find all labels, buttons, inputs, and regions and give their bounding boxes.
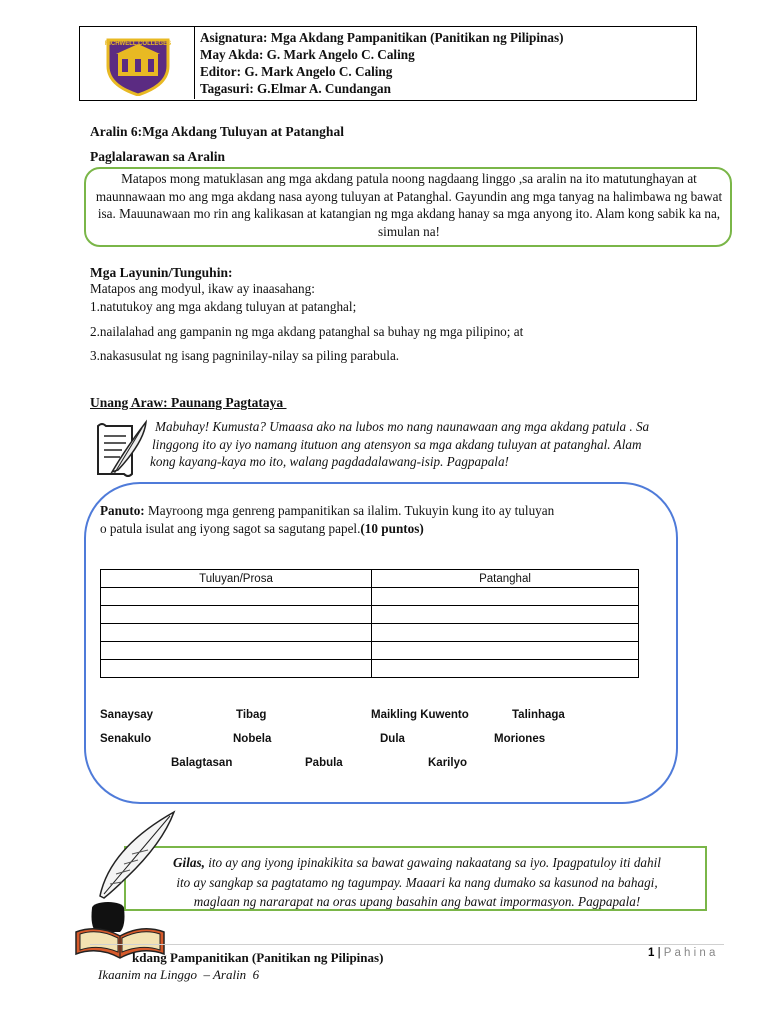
logo-text: RICHWELL COLLEGES [104, 41, 172, 47]
table-header-row [101, 570, 639, 588]
choice-item: Moriones [494, 733, 546, 745]
answer-cell[interactable] [101, 624, 372, 642]
instruction-line: Mayroong mga genreng pampanitikan sa ilalim. Tukuyin kung ito ay tuluyan [144, 503, 555, 518]
greeting-line: linggong ito ay iyo namang itutuon ang atensyon sa mga akdang tuluyan at patanghal. Alam [152, 436, 642, 452]
answer-cell[interactable] [372, 660, 639, 678]
objectives-intro: Matapos ang modyul, ikaw ay inaasahang: [90, 281, 315, 296]
column-header-tuluyan: Tuluyan/Prosa [101, 570, 372, 588]
answer-cell[interactable] [372, 588, 639, 606]
header-info [200, 29, 563, 97]
answer-cell[interactable] [101, 660, 372, 678]
author-line: May Akda: G. Mark Angelo C. Caling [200, 47, 415, 62]
table-row [101, 588, 639, 606]
objective-item: 2.nailalahad ang gampanin ng mga akdang patanghal sa buhay ng mga pilipino; at [90, 324, 524, 339]
table-row [101, 624, 639, 642]
page-number-value: 1 [648, 947, 655, 959]
greeting-line: Mabuhay! Kumusta? Umaasa ako na lubos mo nang naunawaan ang mga akdang patula . Sa [155, 419, 650, 434]
gilas-line: maglaan ng nararapat na oras upang basahin ang bawat impormasyon. Pagpapala! [193, 894, 641, 909]
choice-item: Tibag [236, 709, 267, 721]
answer-cell[interactable] [372, 606, 639, 624]
lesson-title: Aralin 6:Mga Akdang Tuluyan at Patanghal [90, 124, 344, 139]
greeting-text [150, 418, 730, 471]
quill-paper-icon [92, 418, 148, 482]
choice-item: Balagtasan [171, 757, 233, 769]
choice-item: Karilyo [428, 757, 467, 769]
choice-item: Sanaysay [100, 709, 154, 721]
column-header-patanghal: Patanghal [372, 570, 639, 588]
page-label: P a h i n a [663, 947, 716, 959]
objective-item: 1.natutukoy ang mga akdang tuluyan at patanghal; [90, 299, 357, 314]
footer-week: Ikaanim na Linggo – Aralin 6 [98, 967, 260, 982]
quill-inkwell-book-icon [70, 808, 182, 960]
answer-cell[interactable] [372, 624, 639, 642]
choice-item: Dula [380, 733, 405, 745]
gilas-label: Gilas, [173, 855, 205, 870]
answer-cell[interactable] [101, 606, 372, 624]
answer-table [100, 569, 639, 678]
footer-subject: kdang Pampanitikan (Panitikan ng Pilipinas) [132, 950, 384, 965]
header-table [79, 26, 697, 101]
instruction-text [100, 502, 660, 537]
answer-cell[interactable] [101, 588, 372, 606]
day1-heading: Unang Araw: Paunang Pagtataya [90, 395, 287, 410]
table-row [101, 606, 639, 624]
objective-item: 3.nakasusulat ng isang pagninilay-nilay sa piling parabula. [90, 348, 400, 363]
greeting-line: kong kayang-kaya mo ito, walang pagdadalawang-isip. Pagpapala! [150, 454, 509, 469]
logo-cell [80, 27, 195, 99]
answer-cell[interactable] [101, 642, 372, 660]
points-label: (10 puntos) [360, 520, 424, 536]
description-heading: Paglalarawan sa Aralin [90, 149, 226, 164]
page-number [648, 947, 715, 959]
reviewer-line: Tagasuri: G.Elmar A. Cundangan [200, 81, 391, 96]
gilas-text [132, 853, 702, 912]
choice-item: Pabula [305, 757, 343, 769]
table-row [101, 642, 639, 660]
footer-divider [90, 944, 724, 945]
description-text: Matapos mong matuklasan ang mga akdang patula noong nagdaang linggo ,sa aralin na ito matutunghayan at maunnawaan mo ang mga akdang nasa ayong tuluyan at Patanghal. Gayundin ang mga tanyag na halimbawa ng bawat isa. Mauunawaan mo rin ang kalikasan at katangian ng mga akdang hanay sa mga anyong ito. Alam kong sabik ka na, simulan na! [95, 171, 723, 239]
editor-line: Editor: G. Mark Angelo C. Caling [200, 64, 393, 79]
instruction-label: Panuto: [100, 503, 145, 518]
gilas-line: ito ay sangkap sa pagtatamo ng tagumpay. Maaari ka nang dumako sa kasunod na bahagi, [176, 874, 658, 890]
page-separator: | [654, 947, 664, 959]
choice-item: Talinhaga [512, 709, 565, 721]
answer-cell[interactable] [372, 642, 639, 660]
choice-item: Maikling Kuwento [371, 709, 469, 721]
table-row [101, 660, 639, 678]
objectives-heading: Mga Layunin/Tunguhin: [90, 265, 233, 280]
subject-line: Asignatura: Mga Akdang Pampanitikan (Panitikan ng Pilipinas) [200, 30, 564, 45]
choice-item: Senakulo [100, 733, 152, 745]
gilas-line: ito ay ang iyong ipinakikita sa bawat gawaing nakaatang sa iyo. Ipagpatuloy iti dahil [204, 855, 661, 870]
instruction-line: o patula isulat ang iyong sagot sa sagutang papel. [100, 520, 361, 536]
choice-item: Nobela [233, 733, 272, 745]
